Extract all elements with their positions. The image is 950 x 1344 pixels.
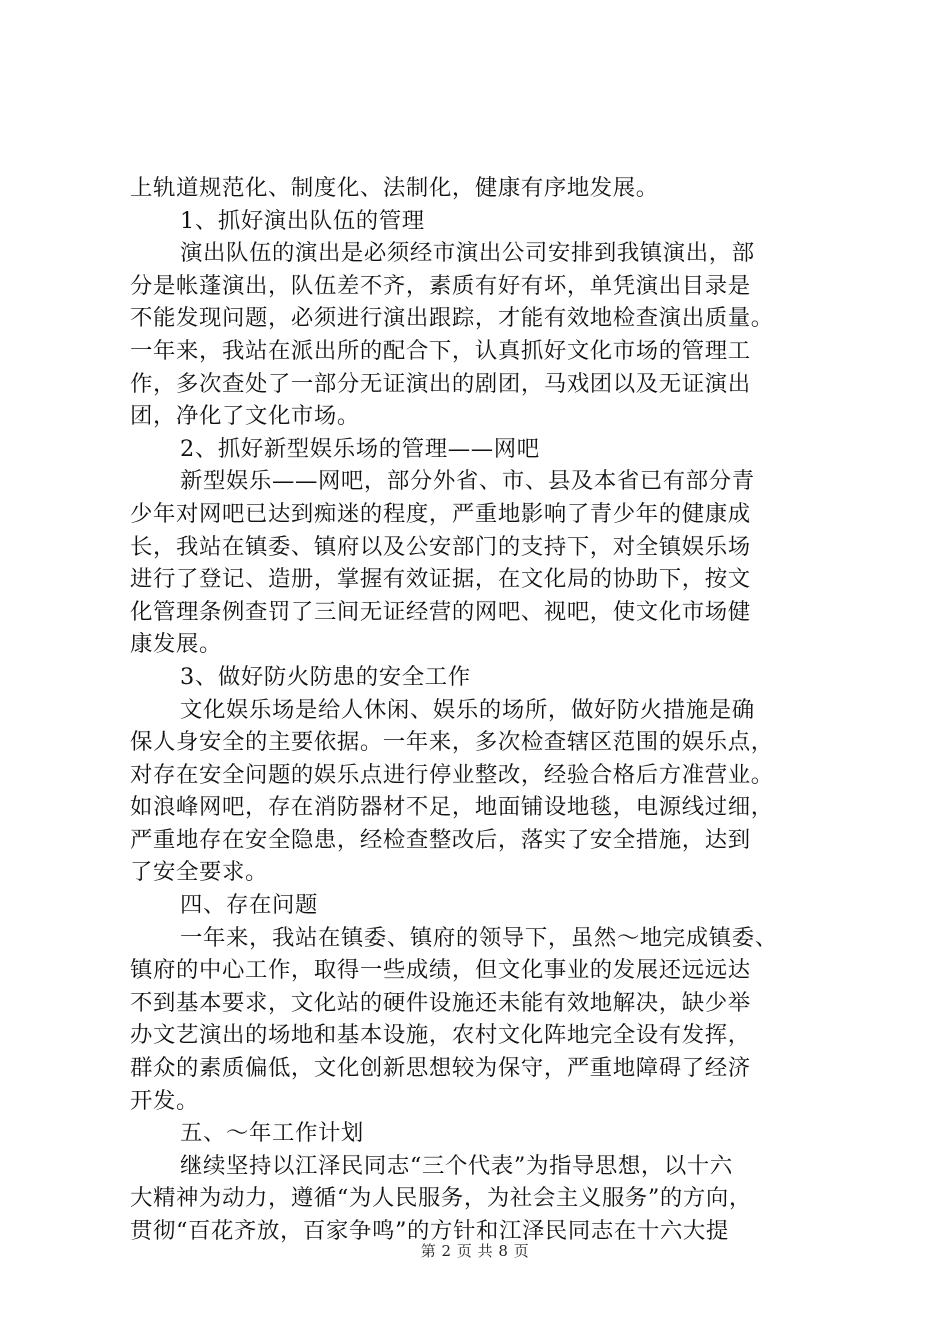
text-line: 2、抓好新型娱乐场的管理——网吧 [180, 435, 540, 462]
text-line: 镇府的中心工作，取得一些成绩，但文化事业的发展还远远达 [130, 957, 751, 984]
text-line: 对存在安全问题的娱乐点进行停业整改，经验合格后方准营业。 [130, 761, 774, 788]
text-line: 保人身安全的主要依据。一年来，多次检查辖区范围的娱乐点， [130, 729, 774, 756]
text-line: 作，多次查处了一部分无证演出的剧团，马戏团以及无证演出 [130, 370, 751, 397]
document-body [130, 172, 850, 1248]
text-line: 分是帐蓬演出，队伍差不齐，素质有好有坏，单凭演出目录是 [130, 272, 751, 299]
text-line: 少年对网吧已达到痴迷的程度，严重地影响了青少年的健康成 [130, 500, 751, 527]
text-line: 五、～年工作计划 [180, 1120, 364, 1147]
text-line: 继续坚持以江泽民同志“三个代表”为指导思想，以十六 [180, 1152, 733, 1179]
text-line: 3、做好防火防患的安全工作 [180, 663, 471, 690]
text-line: 化管理条例查罚了三间无证经营的网吧、视吧，使文化市场健 [130, 598, 751, 625]
text-line: 四、存在问题 [180, 892, 318, 919]
text-line: 演出队伍的演出是必须经市演出公司安排到我镇演出，部 [180, 240, 755, 267]
text-line: 不到基本要求，文化站的硬件设施还未能有效地解决，缺少举 [130, 989, 751, 1016]
text-line: 群众的素质偏低，文化创新思想较为保守，严重地障碍了经济 [130, 1055, 751, 1082]
text-line: 团，净化了文化市场。 [130, 403, 360, 430]
text-line: 了安全要求。 [130, 859, 268, 886]
text-line: 文化娱乐场是给人休闲、娱乐的场所，做好防火措施是确 [180, 696, 755, 723]
text-line: 严重地存在安全隐患，经检查整改后，落实了安全措施，达到 [130, 826, 751, 853]
text-line: 大精神为动力，遵循“为人民服务，为社会主义服务”的方向， [130, 1185, 752, 1212]
text-line: 新型娱乐——网吧，部分外省、市、县及本省已有部分青 [180, 468, 755, 495]
text-line: 办文艺演出的场地和基本设施，农村文化阵地完全设有发挥， [130, 1022, 751, 1049]
text-line: 如浪峰网吧，存在消防器材不足，地面铺设地毯，电源线过细， [130, 794, 774, 821]
text-line: 开发。 [130, 1087, 199, 1114]
page-footer: 第 2 页 共 8 页 [420, 1242, 530, 1260]
text-line: 不能发现问题，必须进行演出跟踪，才能有效地检查演出质量。 [130, 305, 774, 332]
text-line: 一年来，我站在镇委、镇府的领导下，虽然～地完成镇委、 [180, 924, 778, 951]
text-line: 1、抓好演出队伍的管理 [180, 207, 425, 234]
text-line: 长，我站在镇委、镇府以及公安部门的支持下，对全镇娱乐场 [130, 533, 751, 560]
text-line: 贯彻“百花齐放，百家争鸣”的方针和江泽民同志在十六大提 [130, 1218, 729, 1244]
text-line: 上轨道规范化、制度化、法制化，健康有序地发展。 [130, 175, 659, 201]
text-line: 康发展。 [130, 631, 222, 658]
text-line: 进行了登记、造册，掌握有效证据，在文化局的协助下，按文 [130, 566, 751, 593]
text-line: 一年来，我站在派出所的配合下，认真抓好文化市场的管理工 [130, 337, 751, 364]
